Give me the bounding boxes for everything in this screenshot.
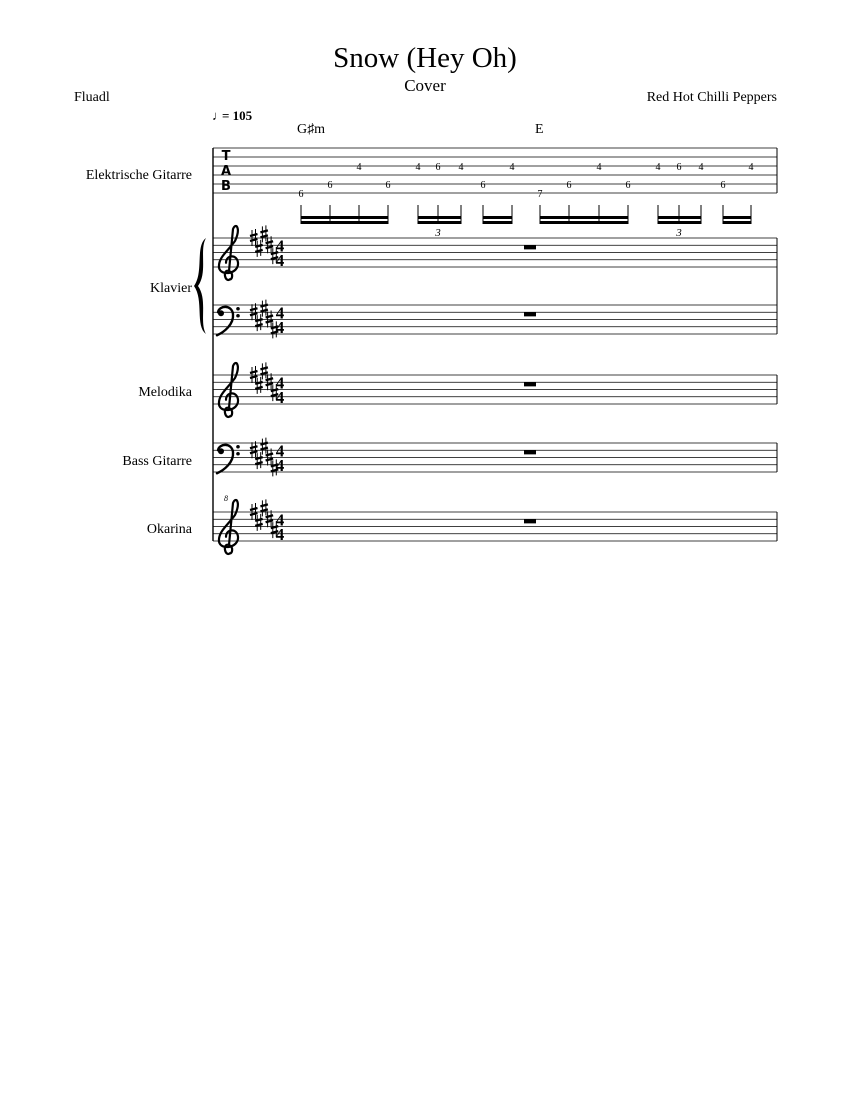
sharp-icon [266,236,274,253]
time-signature-numerator: 4 [275,510,285,530]
tempo-marking: = 105 [222,108,253,123]
tab-beam [418,216,462,219]
tab-fret-number: 4 [748,162,754,173]
tab-staff [213,148,777,239]
time-signature-denominator: 4 [275,456,285,475]
tab-clef-letter: A [220,164,232,179]
sharp-icon [250,366,258,383]
grand-staff-brace [194,238,206,334]
tab-fret-number: 4 [509,162,515,173]
tab-fret-number: 6 [480,180,486,191]
tab-fret-number: 4 [698,162,704,173]
tab-fret-number: 4 [415,162,421,173]
sharp-icon [250,503,258,520]
tab-fret-number: 4 [596,162,602,173]
instrument-label-bass-guitar: Bass Gitarre [122,454,192,469]
sharp-icon [250,229,258,246]
sharp-icon [266,373,274,390]
tab-fret-number: 6 [298,189,304,200]
tab-beam [483,216,513,219]
tab-beam [723,216,752,219]
tab-beam [540,216,629,219]
tab-fret-number: 6 [625,180,631,191]
tab-fret-number: 4 [356,162,362,173]
composer-name: Red Hot Chilli Peppers [646,90,777,105]
whole-rest-icon [524,382,536,386]
time-signature-numerator: 4 [275,373,285,393]
tab-clef-letter: T [221,149,231,164]
whole-rest-icon [524,450,536,454]
sharp-icon [255,452,263,469]
score-subtitle: Cover [404,76,446,95]
tab-fret-number: 4 [458,162,464,173]
whole-rest-icon [524,519,536,523]
time-signature-denominator: 4 [275,251,285,270]
sharp-icon [266,449,274,466]
whole-rest-icon [524,312,536,316]
sharp-icon [255,514,263,531]
tab-beam [658,216,702,219]
time-signature-numerator: 4 [275,441,285,461]
chord-symbol-e: E [535,122,544,137]
tab-beam [483,221,513,224]
bass-clef-icon [217,445,240,473]
score-title: Snow (Hey Oh) [333,42,517,74]
tab-beam [301,221,389,224]
tab-fret-number: 6 [720,180,726,191]
sharp-icon [260,362,268,379]
treble-clef-icon [219,226,238,280]
sharp-icon [266,311,274,328]
tab-fret-numbers [299,162,754,200]
instrument-label-ocarina: Okarina [146,522,192,537]
tab-beam [418,221,462,224]
tab-fret-number: 6 [566,180,572,191]
time-signature-numerator: 4 [275,303,285,323]
bass-guitar-staff [213,438,777,477]
tab-clef-letter: B [221,179,231,194]
piano-bass-staff [213,300,777,339]
tab-fret-number: 6 [385,180,391,191]
arranger-name: Fluadl [74,90,110,105]
treble-clef-icon [219,363,238,417]
tab-beam [540,221,629,224]
sharp-icon [260,300,268,317]
sharp-icon [255,314,263,331]
sharp-icon [250,303,258,320]
piano-treble-staff [213,225,777,280]
octave-mark: 8 [224,494,228,503]
sharp-icon [255,240,263,257]
chord-symbol-gsharp-minor: G♯m [297,122,325,137]
sharp-icon [260,499,268,516]
tuplet-number: 3 [435,227,441,239]
time-signature-denominator: 4 [275,388,285,407]
tab-fret-number: 6 [435,162,441,173]
sharp-icon [260,225,268,242]
sharp-icon [250,441,258,458]
sharp-icon [266,510,274,527]
tab-fret-number: 4 [655,162,661,173]
sharp-icon [255,377,263,394]
time-signature-denominator: 4 [275,318,285,337]
ocarina-staff [213,494,777,554]
bass-clef-icon [217,307,240,335]
tuplet-number: 3 [676,227,682,239]
tab-fret-number: 7 [537,189,543,200]
tab-beam [658,221,702,224]
sharp-icon [260,438,268,455]
instrument-label-melodica: Melodika [138,385,192,400]
tempo-note-icon: ♩ [212,108,225,123]
tab-fret-number: 6 [327,180,333,191]
whole-rest-icon [524,245,536,249]
time-signature-numerator: 4 [275,236,285,256]
instrument-label-electric-guitar: Elektrische Gitarre [85,168,192,183]
tab-rhythm-stems [301,205,752,224]
tab-fret-number: 6 [676,162,682,173]
time-signature-denominator: 4 [275,525,285,544]
tab-beam [301,216,389,219]
melodica-staff [213,362,777,417]
treble-clef-icon [219,500,238,554]
tab-beam [723,221,752,224]
instrument-label-piano: Klavier [150,281,192,296]
